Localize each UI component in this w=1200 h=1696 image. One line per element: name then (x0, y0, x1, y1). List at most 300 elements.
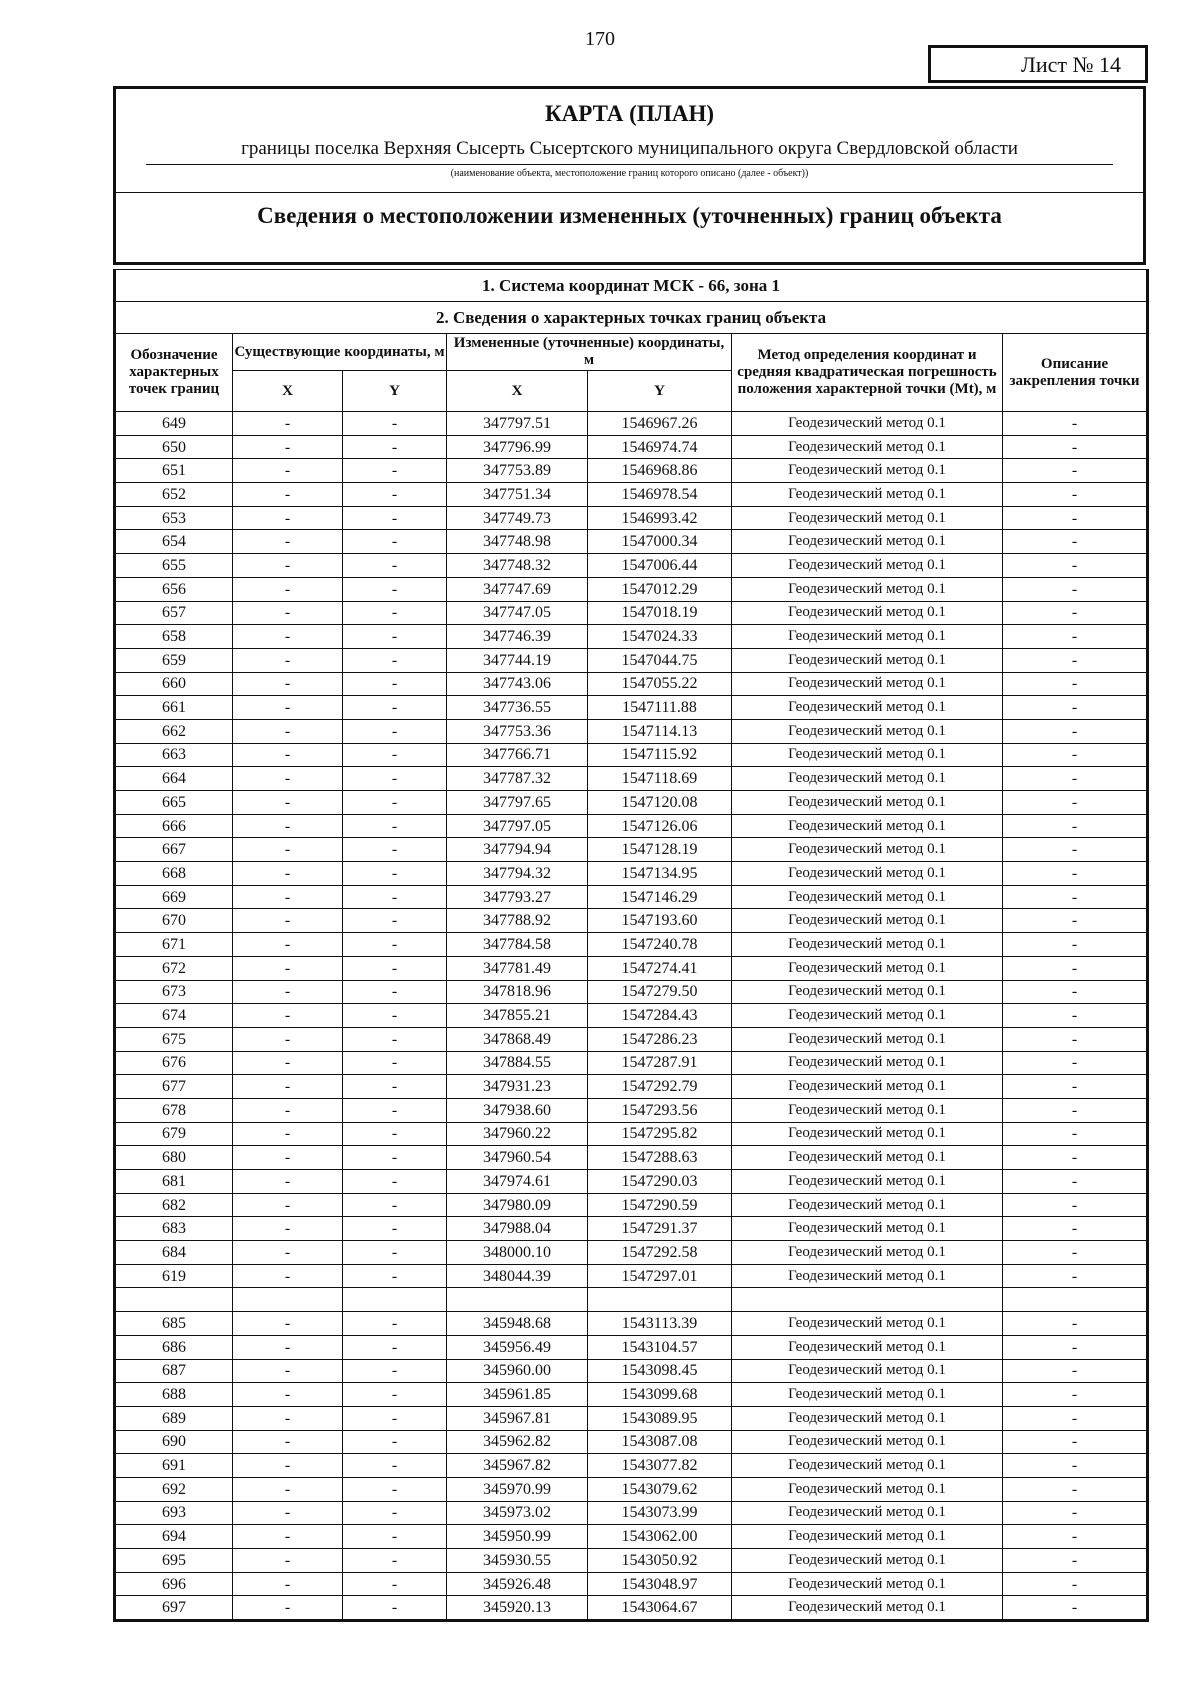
points-title-row: 2. Сведения о характерных точках границ объекта (115, 302, 1148, 334)
sheet-label: Лист № 14 (928, 45, 1148, 83)
cell-existing-x: - (233, 672, 343, 696)
cell-method: Геодезический метод 0.1 (732, 625, 1003, 649)
table-row (115, 1454, 1148, 1478)
cell-method: Геодезический метод 0.1 (732, 885, 1003, 909)
cell-changed-x: 347938.60 (447, 1098, 588, 1122)
cell-changed-x: 347736.55 (447, 696, 588, 720)
cell-point-id: 653 (115, 506, 233, 530)
table-row (115, 814, 1148, 838)
cell-changed-y: 1547240.78 (588, 933, 732, 957)
cell-existing-y: - (343, 719, 447, 743)
cell-existing-x: - (233, 719, 343, 743)
cell-changed-x: 347818.96 (447, 980, 588, 1004)
table-row (115, 530, 1148, 554)
cell-changed-x: 345960.00 (447, 1359, 588, 1383)
cell-description: - (1003, 1004, 1148, 1028)
cell-existing-y: - (343, 933, 447, 957)
cell-changed-x: 347988.04 (447, 1217, 588, 1241)
cell-changed-y: 1547288.63 (588, 1146, 732, 1170)
cell-changed-x: 347784.58 (447, 933, 588, 957)
cell-changed-y: 1547018.19 (588, 601, 732, 625)
map-title: КАРТА (ПЛАН) (544, 101, 715, 126)
table-row (115, 980, 1148, 1004)
cell-existing-y: - (343, 1525, 447, 1549)
cell-existing-x: - (233, 1051, 343, 1075)
cell-point-id: 656 (115, 577, 233, 601)
table-row (115, 1264, 1148, 1288)
cell-changed-x: 347781.49 (447, 956, 588, 980)
cell-point-id: 691 (115, 1454, 233, 1478)
cell-existing-x: - (233, 625, 343, 649)
table-row (115, 625, 1148, 649)
table-row (115, 885, 1148, 909)
cell-changed-x: 347794.94 (447, 838, 588, 862)
cell-point-id: 682 (115, 1193, 233, 1217)
table-row (115, 1312, 1148, 1336)
cell-existing-y (343, 1288, 447, 1312)
cell-description: - (1003, 1193, 1148, 1217)
cell-changed-x: 347748.98 (447, 530, 588, 554)
cell-method: Геодезический метод 0.1 (732, 1477, 1003, 1501)
cell-method: Геодезический метод 0.1 (732, 1335, 1003, 1359)
points-table-body (115, 412, 1148, 1621)
cell-description: - (1003, 1477, 1148, 1501)
cell-existing-x: - (233, 1501, 343, 1525)
cell-method: Геодезический метод 0.1 (732, 1264, 1003, 1288)
cell-method: Геодезический метод 0.1 (732, 980, 1003, 1004)
cell-point-id: 660 (115, 672, 233, 696)
map-header (113, 86, 1146, 193)
cell-existing-y: - (343, 1335, 447, 1359)
cell-description: - (1003, 862, 1148, 886)
table-row (115, 1027, 1148, 1051)
cell-point-id: 662 (115, 719, 233, 743)
table-row (115, 601, 1148, 625)
cell-changed-x: 345967.82 (447, 1454, 588, 1478)
cell-description: - (1003, 1312, 1148, 1336)
table-row (115, 1098, 1148, 1122)
cell-existing-y: - (343, 1359, 447, 1383)
cell-description: - (1003, 1406, 1148, 1430)
cell-method: Геодезический метод 0.1 (732, 719, 1003, 743)
cell-method: Геодезический метод 0.1 (732, 435, 1003, 459)
cell-changed-x: 345970.99 (447, 1477, 588, 1501)
cell-changed-x: 347974.61 (447, 1170, 588, 1194)
cell-changed-y: 1547193.60 (588, 909, 732, 933)
cell-existing-x: - (233, 791, 343, 815)
table-row (115, 506, 1148, 530)
cell-existing-x: - (233, 530, 343, 554)
cell-existing-y: - (343, 601, 447, 625)
table-row (115, 743, 1148, 767)
cell-changed-x: 347743.06 (447, 672, 588, 696)
cell-point-id: 688 (115, 1383, 233, 1407)
cell-changed-x: 347931.23 (447, 1075, 588, 1099)
cell-changed-x: 347797.05 (447, 814, 588, 838)
cell-description: - (1003, 530, 1148, 554)
cell-method: Геодезический метод 0.1 (732, 506, 1003, 530)
cell-method: Геодезический метод 0.1 (732, 1122, 1003, 1146)
cell-changed-y: 1543079.62 (588, 1477, 732, 1501)
cell-description: - (1003, 1098, 1148, 1122)
cell-description: - (1003, 1383, 1148, 1407)
table-row (115, 956, 1148, 980)
cell-changed-x: 347788.92 (447, 909, 588, 933)
cell-existing-x: - (233, 1027, 343, 1051)
cell-existing-y: - (343, 459, 447, 483)
object-name: границы поселка Верхняя Сысерть Сысертского муниципального округа Свердловской области (241, 138, 1018, 159)
document (113, 86, 1146, 1622)
cell-method: Геодезический метод 0.1 (732, 1193, 1003, 1217)
cell-changed-y: 1543098.45 (588, 1359, 732, 1383)
cell-description: - (1003, 554, 1148, 578)
cell-existing-x: - (233, 1335, 343, 1359)
cell-changed-x: 347747.05 (447, 601, 588, 625)
cell-description: - (1003, 601, 1148, 625)
cell-method: Геодезический метод 0.1 (732, 743, 1003, 767)
cell-description: - (1003, 1359, 1148, 1383)
cell-point-id: 679 (115, 1122, 233, 1146)
cell-point-id: 687 (115, 1359, 233, 1383)
cell-method: Геодезический метод 0.1 (732, 601, 1003, 625)
cell-changed-y: 1543050.92 (588, 1549, 732, 1573)
cell-point-id: 666 (115, 814, 233, 838)
cell-point-id: 692 (115, 1477, 233, 1501)
cell-point-id: 693 (115, 1501, 233, 1525)
cell-description: - (1003, 956, 1148, 980)
cell-point-id: 650 (115, 435, 233, 459)
cell-method: Геодезический метод 0.1 (732, 814, 1003, 838)
col-header-changed-x: X (447, 371, 588, 412)
cell-changed-y (588, 1288, 732, 1312)
section-title: Сведения о местоположении измененных (уточненных) границ объекта (113, 193, 1146, 265)
cell-changed-y: 1546967.26 (588, 412, 732, 436)
cell-existing-x: - (233, 648, 343, 672)
cell-existing-y: - (343, 1122, 447, 1146)
cell-existing-x: - (233, 1004, 343, 1028)
cell-existing-x: - (233, 956, 343, 980)
cell-point-id: 697 (115, 1596, 233, 1621)
table-row (115, 1122, 1148, 1146)
table-row (115, 672, 1148, 696)
cell-existing-y: - (343, 530, 447, 554)
page-number: 170 (585, 28, 615, 50)
coord-system-row: 1. Система координат МСК - 66, зона 1 (115, 270, 1148, 302)
cell-existing-y: - (343, 577, 447, 601)
cell-existing-y: - (343, 838, 447, 862)
cell-changed-x: 345926.48 (447, 1572, 588, 1596)
cell-existing-x: - (233, 1312, 343, 1336)
cell-existing-x: - (233, 506, 343, 530)
cell-changed-x: 345956.49 (447, 1335, 588, 1359)
table-row (115, 767, 1148, 791)
cell-existing-x: - (233, 1193, 343, 1217)
cell-existing-y: - (343, 1572, 447, 1596)
cell-existing-x: - (233, 696, 343, 720)
cell-changed-x (447, 1288, 588, 1312)
cell-changed-x: 347794.32 (447, 862, 588, 886)
cell-existing-y: - (343, 1312, 447, 1336)
cell-method: Геодезический метод 0.1 (732, 1027, 1003, 1051)
cell-existing-y: - (343, 1477, 447, 1501)
cell-point-id: 695 (115, 1549, 233, 1573)
cell-point-id: 659 (115, 648, 233, 672)
cell-point-id: 690 (115, 1430, 233, 1454)
cell-changed-x: 348044.39 (447, 1264, 588, 1288)
cell-method: Геодезический метод 0.1 (732, 1430, 1003, 1454)
table-row (115, 1477, 1148, 1501)
cell-existing-x: - (233, 1406, 343, 1430)
table-row (115, 909, 1148, 933)
cell-existing-x: - (233, 412, 343, 436)
cell-changed-x: 348000.10 (447, 1241, 588, 1265)
cell-existing-y: - (343, 506, 447, 530)
cell-point-id: 677 (115, 1075, 233, 1099)
cell-changed-y: 1547290.03 (588, 1170, 732, 1194)
table-row (115, 1501, 1148, 1525)
cell-changed-x: 347766.71 (447, 743, 588, 767)
table-row (115, 1383, 1148, 1407)
cell-existing-x: - (233, 1596, 343, 1621)
cell-changed-x: 347960.22 (447, 1122, 588, 1146)
cell-existing-y: - (343, 672, 447, 696)
cell-changed-y: 1547024.33 (588, 625, 732, 649)
cell-existing-x: - (233, 435, 343, 459)
table-row (115, 577, 1148, 601)
cell-changed-y: 1543048.97 (588, 1572, 732, 1596)
cell-changed-y: 1547126.06 (588, 814, 732, 838)
cell-existing-y: - (343, 956, 447, 980)
cell-description: - (1003, 1501, 1148, 1525)
cell-existing-y: - (343, 909, 447, 933)
table-row (115, 648, 1148, 672)
cell-description: - (1003, 909, 1148, 933)
cell-description: - (1003, 412, 1148, 436)
cell-changed-x: 345973.02 (447, 1501, 588, 1525)
cell-changed-y: 1547284.43 (588, 1004, 732, 1028)
cell-existing-y: - (343, 814, 447, 838)
table-row (115, 1596, 1148, 1621)
cell-existing-y: - (343, 1596, 447, 1621)
cell-existing-y: - (343, 554, 447, 578)
cell-description: - (1003, 1170, 1148, 1194)
cell-method: Геодезический метод 0.1 (732, 696, 1003, 720)
cell-point-id: 684 (115, 1241, 233, 1265)
cell-changed-y: 1547279.50 (588, 980, 732, 1004)
cell-changed-y: 1546993.42 (588, 506, 732, 530)
table-row (115, 838, 1148, 862)
cell-point-id: 686 (115, 1335, 233, 1359)
cell-existing-x: - (233, 767, 343, 791)
col-header-existing-x: X (233, 371, 343, 412)
col-header-existing-y: Y (343, 371, 447, 412)
table-row (115, 1359, 1148, 1383)
cell-changed-x: 347744.19 (447, 648, 588, 672)
cell-changed-y: 1547118.69 (588, 767, 732, 791)
col-header-designation: Обозначение характерных точек границ (115, 334, 233, 412)
cell-changed-x: 347796.99 (447, 435, 588, 459)
cell-existing-y: - (343, 435, 447, 459)
col-header-existing: Существующие координаты, м (233, 334, 447, 371)
cell-description: - (1003, 885, 1148, 909)
cell-description: - (1003, 1335, 1148, 1359)
cell-existing-y: - (343, 1454, 447, 1478)
cell-changed-x: 347884.55 (447, 1051, 588, 1075)
cell-changed-x: 345930.55 (447, 1549, 588, 1573)
cell-existing-x: - (233, 1241, 343, 1265)
cell-method: Геодезический метод 0.1 (732, 956, 1003, 980)
cell-method: Геодезический метод 0.1 (732, 933, 1003, 957)
cell-method: Геодезический метод 0.1 (732, 767, 1003, 791)
cell-existing-y: - (343, 1383, 447, 1407)
cell-method: Геодезический метод 0.1 (732, 1217, 1003, 1241)
cell-changed-y: 1543077.82 (588, 1454, 732, 1478)
cell-changed-y: 1547297.01 (588, 1264, 732, 1288)
cell-changed-x: 347793.27 (447, 885, 588, 909)
cell-description: - (1003, 483, 1148, 507)
cell-existing-x: - (233, 838, 343, 862)
cell-existing-y: - (343, 1549, 447, 1573)
cell-method: Геодезический метод 0.1 (732, 1525, 1003, 1549)
cell-method: Геодезический метод 0.1 (732, 909, 1003, 933)
cell-method: Геодезический метод 0.1 (732, 1004, 1003, 1028)
object-caption: (наименование объекта, местоположение границ которого описано (далее - объект)) (450, 168, 809, 179)
cell-existing-x: - (233, 459, 343, 483)
cell-point-id: 670 (115, 909, 233, 933)
cell-description: - (1003, 1525, 1148, 1549)
cell-point-id: 685 (115, 1312, 233, 1336)
cell-point-id: 681 (115, 1170, 233, 1194)
cell-description: - (1003, 933, 1148, 957)
cell-existing-x: - (233, 885, 343, 909)
table-row (115, 1170, 1148, 1194)
cell-changed-y: 1543064.67 (588, 1596, 732, 1621)
cell-point-id (115, 1288, 233, 1312)
cell-method: Геодезический метод 0.1 (732, 862, 1003, 886)
cell-description: - (1003, 1572, 1148, 1596)
cell-existing-x: - (233, 1146, 343, 1170)
cell-changed-y: 1543089.95 (588, 1406, 732, 1430)
cell-method: Геодезический метод 0.1 (732, 838, 1003, 862)
table-row (115, 1193, 1148, 1217)
table-row (115, 1288, 1148, 1312)
cell-method: Геодезический метод 0.1 (732, 1312, 1003, 1336)
cell-point-id: 664 (115, 767, 233, 791)
cell-method: Геодезический метод 0.1 (732, 648, 1003, 672)
cell-method: Геодезический метод 0.1 (732, 1454, 1003, 1478)
cell-changed-y: 1547012.29 (588, 577, 732, 601)
cell-method: Геодезический метод 0.1 (732, 1146, 1003, 1170)
cell-existing-y: - (343, 1170, 447, 1194)
cell-changed-y: 1543113.39 (588, 1312, 732, 1336)
cell-description: - (1003, 577, 1148, 601)
cell-changed-x: 347746.39 (447, 625, 588, 649)
cell-existing-y: - (343, 885, 447, 909)
table-row (115, 412, 1148, 436)
table-row (115, 791, 1148, 815)
col-header-method: Метод определения координат и средняя квадратическая погрешность положения характерной точки (Mt), м (732, 334, 1003, 412)
cell-existing-y: - (343, 1075, 447, 1099)
cell-existing-y: - (343, 648, 447, 672)
table-row (115, 1525, 1148, 1549)
cell-description: - (1003, 1217, 1148, 1241)
cell-point-id: 661 (115, 696, 233, 720)
cell-existing-y: - (343, 1217, 447, 1241)
cell-changed-x: 347747.69 (447, 577, 588, 601)
cell-description: - (1003, 980, 1148, 1004)
cell-changed-y: 1543099.68 (588, 1383, 732, 1407)
cell-changed-x: 347753.36 (447, 719, 588, 743)
cell-point-id: 669 (115, 885, 233, 909)
cell-changed-x: 347748.32 (447, 554, 588, 578)
cell-method: Геодезический метод 0.1 (732, 483, 1003, 507)
table-row (115, 862, 1148, 886)
cell-point-id: 680 (115, 1146, 233, 1170)
cell-description: - (1003, 1241, 1148, 1265)
table-row (115, 1335, 1148, 1359)
cell-existing-x: - (233, 1217, 343, 1241)
cell-changed-y: 1546968.86 (588, 459, 732, 483)
cell-point-id: 676 (115, 1051, 233, 1075)
col-header-changed: Измененные (уточненные) координаты, м (447, 334, 732, 371)
cell-description: - (1003, 719, 1148, 743)
cell-changed-x: 347749.73 (447, 506, 588, 530)
cell-existing-y: - (343, 767, 447, 791)
cell-changed-y: 1547286.23 (588, 1027, 732, 1051)
cell-existing-x (233, 1288, 343, 1312)
cell-point-id: 683 (115, 1217, 233, 1241)
cell-description: - (1003, 1075, 1148, 1099)
cell-existing-x: - (233, 1454, 343, 1478)
table-row (115, 483, 1148, 507)
cell-existing-y: - (343, 980, 447, 1004)
cell-existing-x: - (233, 1098, 343, 1122)
cell-method: Геодезический метод 0.1 (732, 1596, 1003, 1621)
cell-point-id: 674 (115, 1004, 233, 1028)
cell-changed-y: 1547055.22 (588, 672, 732, 696)
cell-existing-x: - (233, 1430, 343, 1454)
cell-changed-x: 347797.51 (447, 412, 588, 436)
cell-point-id: 619 (115, 1264, 233, 1288)
cell-changed-y: 1547291.37 (588, 1217, 732, 1241)
cell-point-id: 671 (115, 933, 233, 957)
cell-existing-y: - (343, 625, 447, 649)
table-row (115, 1406, 1148, 1430)
cell-existing-x: - (233, 601, 343, 625)
cell-method: Геодезический метод 0.1 (732, 1572, 1003, 1596)
cell-existing-x: - (233, 1549, 343, 1573)
cell-changed-y: 1547006.44 (588, 554, 732, 578)
cell-description: - (1003, 791, 1148, 815)
cell-changed-y: 1543104.57 (588, 1335, 732, 1359)
cell-changed-x: 345950.99 (447, 1525, 588, 1549)
cell-description: - (1003, 743, 1148, 767)
cell-changed-y: 1547287.91 (588, 1051, 732, 1075)
table-row (115, 435, 1148, 459)
cell-description: - (1003, 648, 1148, 672)
cell-point-id: 689 (115, 1406, 233, 1430)
cell-description: - (1003, 625, 1148, 649)
col-header-changed-y: Y (588, 371, 732, 412)
cell-method: Геодезический метод 0.1 (732, 672, 1003, 696)
cell-point-id: 652 (115, 483, 233, 507)
table-row (115, 1572, 1148, 1596)
cell-changed-x: 347868.49 (447, 1027, 588, 1051)
cell-existing-y: - (343, 1004, 447, 1028)
cell-changed-x: 347980.09 (447, 1193, 588, 1217)
cell-changed-y: 1543087.08 (588, 1430, 732, 1454)
cell-description: - (1003, 506, 1148, 530)
